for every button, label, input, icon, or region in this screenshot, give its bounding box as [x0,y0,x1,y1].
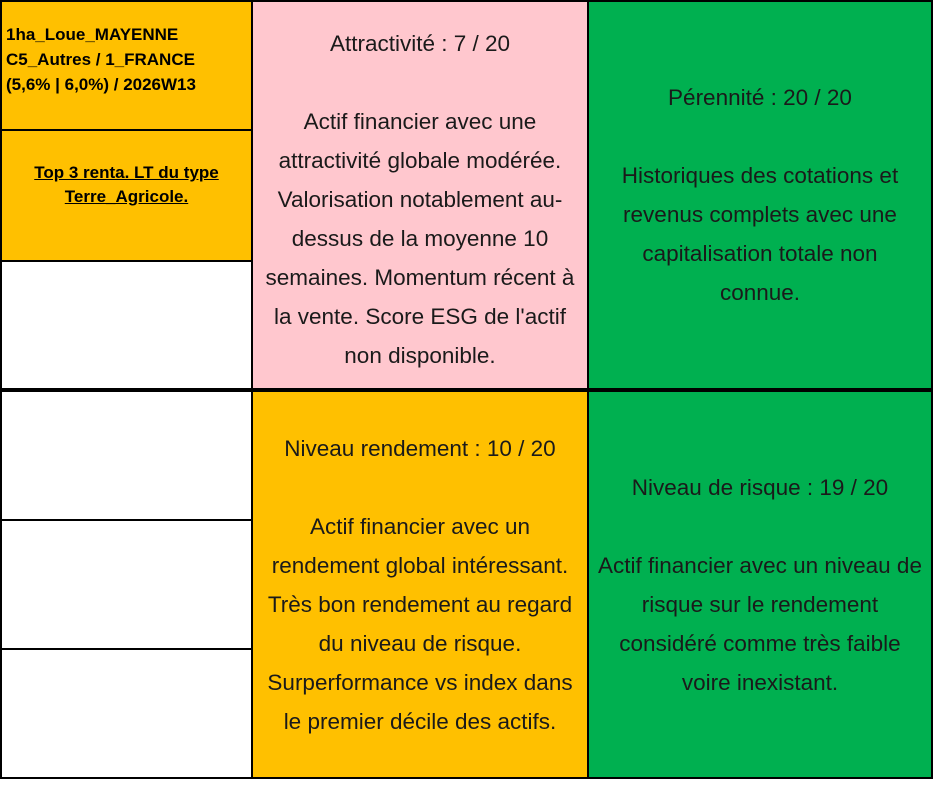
attractivite-panel [251,0,589,390]
top3-link-line2[interactable]: Terre_Agricole. [64,187,189,206]
empty-cell [0,390,253,521]
rendement-body: Actif financier avec un rendement global intéressant. Très bon rendement au regard du niveau de risque. Surperformance vs index dans le premier décile des actifs. [267,513,573,734]
perennite-title: Pérennité : 20 / 20 [668,85,852,110]
asset-header [0,0,253,131]
asset-category: C5_Autres / 1_FRANCE [6,50,195,69]
empty-cell [0,648,253,779]
perennite-panel [587,0,933,390]
top3-link-line1[interactable]: Top 3 renta. LT du type [34,163,219,182]
risque-body: Actif financier avec un niveau de risque sur le rendement considéré comme très faible voire inexistant. [598,552,922,695]
risque-title: Niveau de risque : 19 / 20 [631,474,889,500]
perennite-body: Historiques des cotations et revenus complets avec une capitalisation totale non connue. [621,163,899,305]
empty-cell [0,260,253,390]
rendement-panel [251,390,589,779]
asset-yield-week: (5,6% | 6,0%) / 2026W13 [6,75,196,94]
risque-panel [587,390,933,779]
empty-cell [0,519,253,650]
asset-name: 1ha_Loue_MAYENNE [6,25,179,44]
rendement-title: Niveau rendement : 10 / 20 [284,435,556,461]
attractivite-title: Attractivité : 7 / 20 [329,31,511,56]
attractivite-body: Actif financier avec une attractivité globale modérée. Valorisation notablement au- dessus de la moyenne 10 semaines. Momentum récent à la vente. Score ESG de l'actif non disponible. [265,109,575,368]
top3-link-cell[interactable] [0,129,253,262]
